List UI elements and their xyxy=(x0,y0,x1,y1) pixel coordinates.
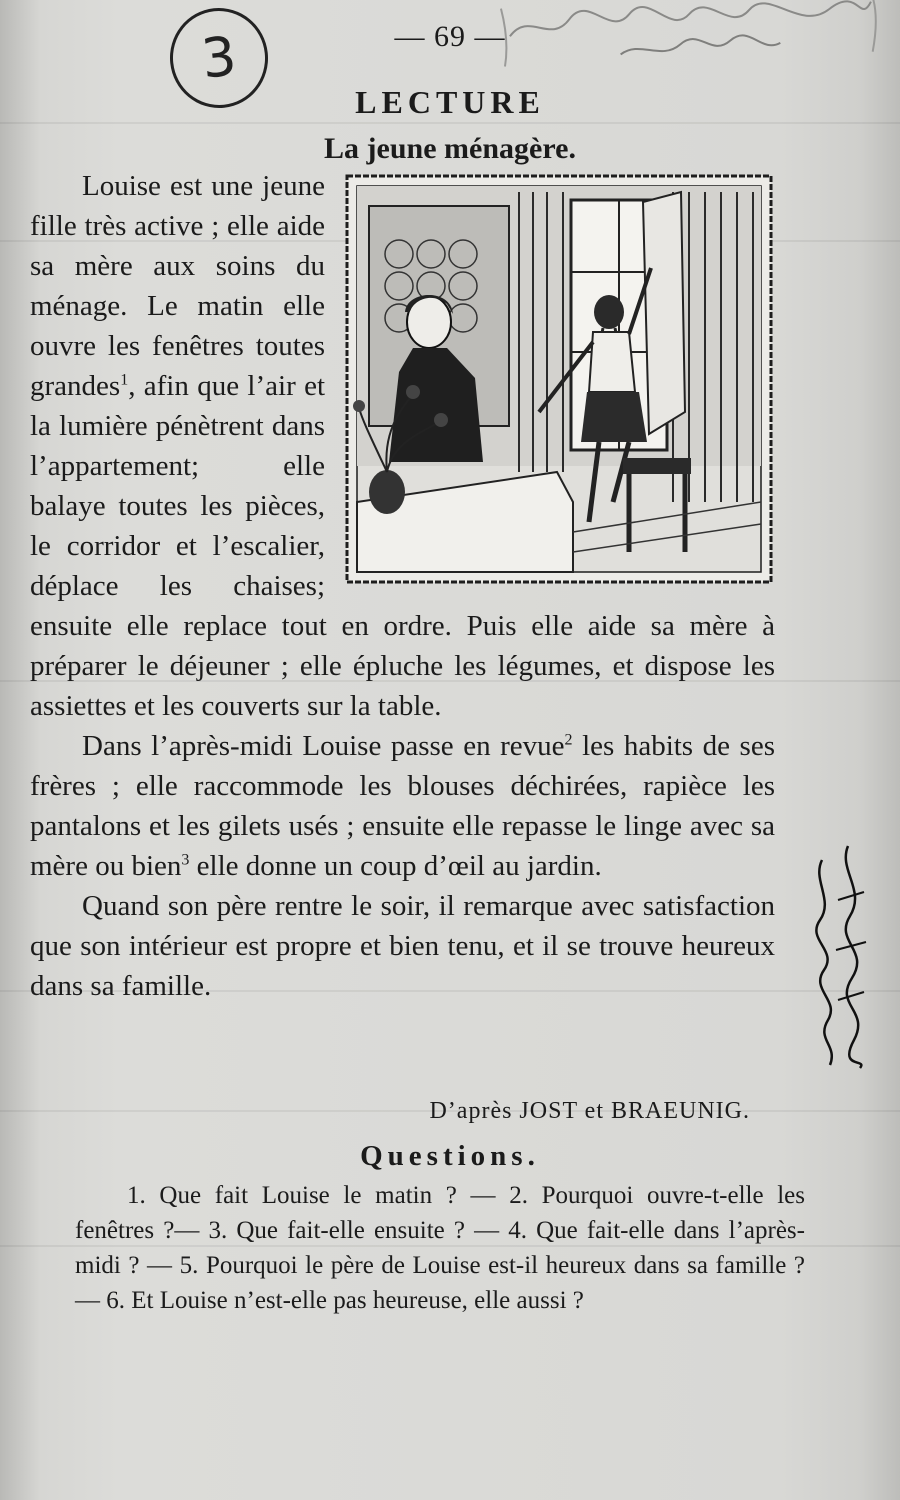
footnote-ref-2: 2 xyxy=(564,731,573,749)
paragraph-1-rest: , afin que l’air et la lumière pénètrent dans l’appartement; elle balaye toutes les pièces, le corridor et l’escalier, déplace les chaises; ensuite elle replace tout en ordre. Puis elle aide sa mère à préparer le déjeuner ; elle épluche les légumes, et dispose les assiettes et les couverts sur la table. xyxy=(30,370,775,722)
paragraph-2-text: Dans l’après-midi Louise passe en revue xyxy=(82,730,565,762)
reading-title: La jeune ménagère. xyxy=(324,132,576,165)
circled-number-annotation: 3 xyxy=(165,3,273,113)
paragraph-1-text: Louise est une jeune fille très active ; elle aide sa mère aux soins du ménage. Le matin elle ouvre les fenêtres toutes grandes xyxy=(30,170,325,402)
housekeeping-illustration xyxy=(343,172,775,586)
paragraph-2 xyxy=(30,726,775,886)
questions-text: 1. Que fait Louise le matin ? — 2. Pourquoi ouvre-t-elle les fenêtres ?— 3. Que fait-elle ensuite ? — 4. Que fait-elle dans l’après-midi ? — 5. Pourquoi le père de Louise est-il heureux dans sa famille ? — 6. Et Louise n’est-elle pas heureuse, elle aussi ? xyxy=(75,1182,805,1314)
questions-heading: Questions. xyxy=(360,1140,540,1172)
reading-text xyxy=(30,166,775,1006)
paragraph-3: Quand son père rentre le soir, il remarque avec satisfaction que son intérieur est propre et bien tenu, et il se trouve heureux dans sa famille. xyxy=(30,890,775,1002)
paragraph-2-tail: elle donne un coup d’œil au jardin. xyxy=(189,850,602,882)
page-number: — 69 — xyxy=(394,20,506,53)
paragraph-2-mid: les habits de ses frères ; elle raccommode les blouses déchirées, rapièce les pantalons et les gilets usés ; ensuite elle repasse le linge avec sa mère ou bien xyxy=(30,730,775,882)
illustration xyxy=(343,172,775,586)
footnote-ref-1: 1 xyxy=(120,371,129,389)
handwritten-signature xyxy=(808,840,878,1070)
footnote-ref-3: 3 xyxy=(181,851,190,869)
attribution: D’après JOST et BRAEUNIG. xyxy=(429,1098,750,1124)
paragraph-1 xyxy=(30,166,775,726)
section-title: LECTURE xyxy=(355,84,545,120)
